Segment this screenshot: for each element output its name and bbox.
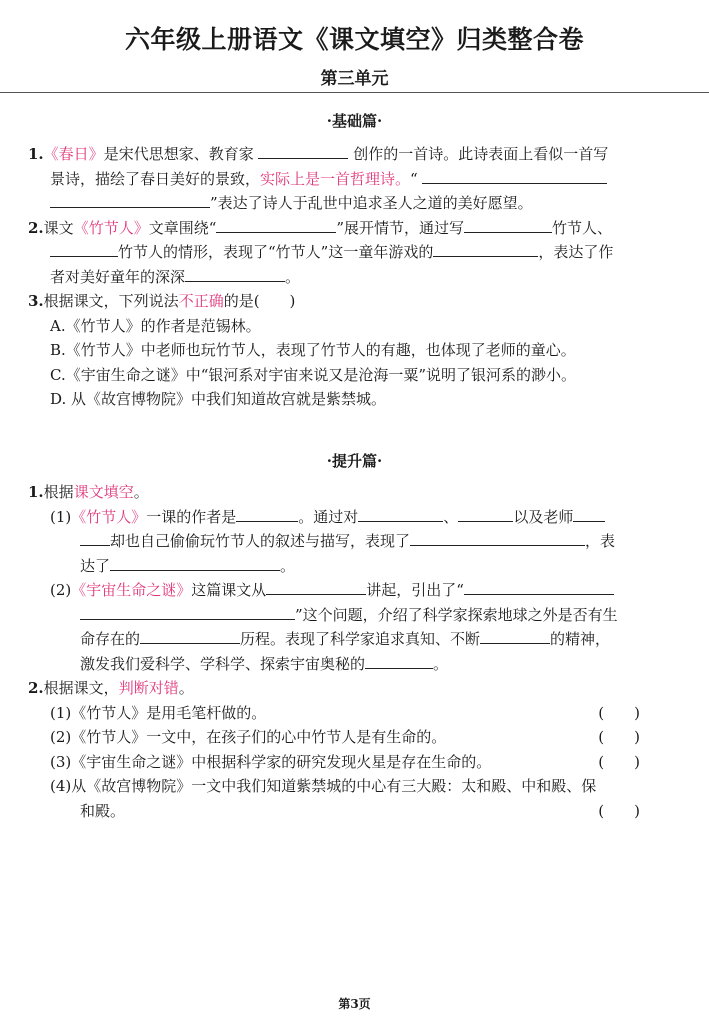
answer-blank[interactable] (236, 505, 298, 522)
answer-blank[interactable] (50, 240, 118, 257)
text: “ (410, 169, 418, 188)
lesson-title: 《宇宙生命之谜》 (71, 581, 192, 599)
highlight-text: 不正确 (178, 292, 224, 310)
answer-blank[interactable] (50, 191, 210, 208)
text: 的精神， (550, 630, 611, 648)
statement-text: (3)《宇宙生命之谜》中根据科学家的研究发现火星是存在生命的。 (50, 752, 492, 771)
header-divider (0, 92, 709, 93)
text: ，表 (585, 532, 616, 550)
question-2-line-1 (28, 216, 678, 241)
answer-blank[interactable] (464, 578, 614, 595)
option-b: B.《竹节人》中老师也玩竹节人，表现了竹节人的有趣，也体现了老师的童心。 (50, 341, 576, 359)
question-2-line-3 (28, 265, 678, 290)
highlight-text: 实际上是一首哲理诗。 (260, 169, 411, 188)
answer-blank[interactable] (185, 265, 285, 282)
statement-text: (1)《竹节人》是用毛笔杆做的。 (50, 703, 267, 722)
text: 。 (178, 679, 194, 697)
adv-question-1-stem (28, 480, 678, 505)
statement-text: (2)《竹节人》一文中，在孩子们的心中竹节人是有生命的。 (50, 728, 447, 746)
answer-blank[interactable] (458, 505, 513, 522)
text: 根据课文，下列说法 (43, 292, 179, 310)
text: 讲起，引出了“ (366, 581, 464, 599)
judgement-item (28, 774, 678, 799)
text: ”这个问题，介绍了科学家探索地球之外是否有生 (295, 605, 618, 624)
basic-section (28, 142, 678, 412)
answer-blank[interactable] (266, 578, 366, 595)
text: 。 (280, 556, 296, 575)
question-number: 2. (28, 679, 44, 697)
text: 达了 (80, 556, 111, 575)
text: 根据课文， (43, 679, 119, 697)
text: 一课的作者是 (146, 507, 237, 526)
part-label: (1) (50, 507, 72, 526)
answer-blank[interactable] (422, 167, 607, 184)
option-d: D. 从《故宫博物院》中我们知道故宫就是紫禁城。 (50, 390, 387, 408)
part-2-line-3 (28, 627, 678, 652)
text: ”表达了诗人于乱世中追求圣人之道的美好愿望。 (210, 194, 533, 212)
option-a: A.《竹节人》的作者是范锡林。 (50, 316, 261, 335)
answer-paren[interactable]: ( ) (598, 752, 640, 771)
answer-blank[interactable] (573, 505, 605, 522)
page-title: 六年级上册语文《课文填空》归类整合卷 (124, 25, 584, 54)
answer-blank[interactable] (216, 216, 336, 233)
text: 课文 (43, 218, 74, 237)
answer-paren[interactable]: ( ) (598, 728, 640, 746)
text: ，表达了作 (538, 243, 614, 261)
question-number: 2. (28, 218, 44, 237)
judgement-item (28, 725, 678, 750)
highlight-text: 判断对错 (118, 679, 179, 697)
answer-blank[interactable] (258, 142, 348, 159)
judgement-item (28, 701, 678, 726)
option-c: C.《宇宙生命之谜》中“银河系对宇宙来说又是沧海一粟”说明了银河系的渺小。 (50, 365, 577, 384)
answer-blank[interactable] (140, 627, 240, 644)
part-1-line-2 (28, 529, 678, 554)
question-2-line-2 (28, 240, 678, 265)
text: 。 (433, 654, 449, 673)
question-3-stem (28, 289, 678, 314)
judgement-item-cont (28, 799, 678, 824)
part-1-line-3 (28, 554, 678, 579)
question-number: 1. (28, 483, 44, 501)
text: 以及老师 (513, 507, 574, 526)
text: 是宋代思想家、教育家 (103, 145, 254, 163)
judgement-item (28, 750, 678, 775)
text: ”展开情节，通过写 (336, 218, 465, 237)
section-heading-advanced: ·提升篇· (326, 452, 383, 470)
answer-blank[interactable] (110, 554, 280, 571)
text: 历程。表现了科学家追求真知、不断 (240, 630, 481, 648)
lesson-title: 《春日》 (43, 145, 104, 163)
text: 这篇课文从 (191, 581, 267, 599)
statement-text: (4)从《故宫博物院》一文中我们知道紫禁城的中心有三大殿：太和殿、中和殿、保 (50, 777, 597, 795)
adv-question-2-stem (28, 676, 678, 701)
answer-blank[interactable] (410, 529, 585, 546)
answer-blank[interactable] (80, 603, 295, 620)
answer-blank[interactable] (433, 240, 538, 257)
answer-paren[interactable]: 的是( ) (223, 292, 296, 310)
part-2-line-2 (28, 603, 678, 628)
lesson-title: 《竹节人》 (71, 507, 147, 526)
answer-paren[interactable]: ( ) (598, 703, 640, 722)
question-1-line-3 (28, 191, 678, 216)
text: 。 (133, 483, 149, 501)
highlight-text: 课文填空 (73, 483, 134, 501)
statement-text: 和殿。 (80, 801, 126, 820)
part-1-line-1 (28, 505, 678, 530)
answer-blank[interactable] (464, 216, 552, 233)
answer-blank[interactable] (480, 627, 550, 644)
text: 景诗，描绘了春日美好的景致， (50, 169, 261, 188)
answer-paren[interactable]: ( ) (598, 801, 640, 820)
answer-blank[interactable] (365, 652, 433, 669)
text: 命存在的 (80, 630, 141, 648)
text: 。 (285, 267, 301, 286)
text: 文章围绕“ (148, 218, 217, 237)
page-number: 第3页 (338, 997, 371, 1011)
advanced-section (28, 480, 678, 823)
text: 激发我们爱科学、学科学、探索宇宙奥秘的 (80, 654, 366, 673)
question-number: 1. (28, 145, 44, 163)
unit-subtitle: 第三单元 (320, 69, 389, 89)
section-heading-basic: ·基础篇· (326, 112, 383, 130)
question-1-line-1 (28, 142, 678, 167)
text: 却也自己偷偷玩竹节人的叙述与描写，表现了 (110, 532, 411, 550)
text: 者对美好童年的深深 (50, 267, 186, 286)
text: 、 (443, 507, 459, 526)
lesson-title: 《竹节人》 (73, 218, 149, 237)
text: 竹节人、 (552, 218, 613, 237)
answer-blank[interactable] (358, 505, 443, 522)
question-number: 3. (28, 292, 44, 310)
text: 。通过对 (298, 507, 359, 526)
text: 根据 (43, 483, 74, 501)
question-1-line-2 (28, 167, 678, 192)
text: 创作的一首诗。此诗表面上看似一首写 (353, 145, 609, 163)
answer-blank[interactable] (80, 529, 110, 546)
part-2-line-1 (28, 578, 678, 603)
text: 竹节人的情形，表现了“竹节人”这一童年游戏的 (118, 243, 434, 261)
part-label: (2) (50, 581, 72, 599)
part-2-line-4 (28, 652, 678, 677)
